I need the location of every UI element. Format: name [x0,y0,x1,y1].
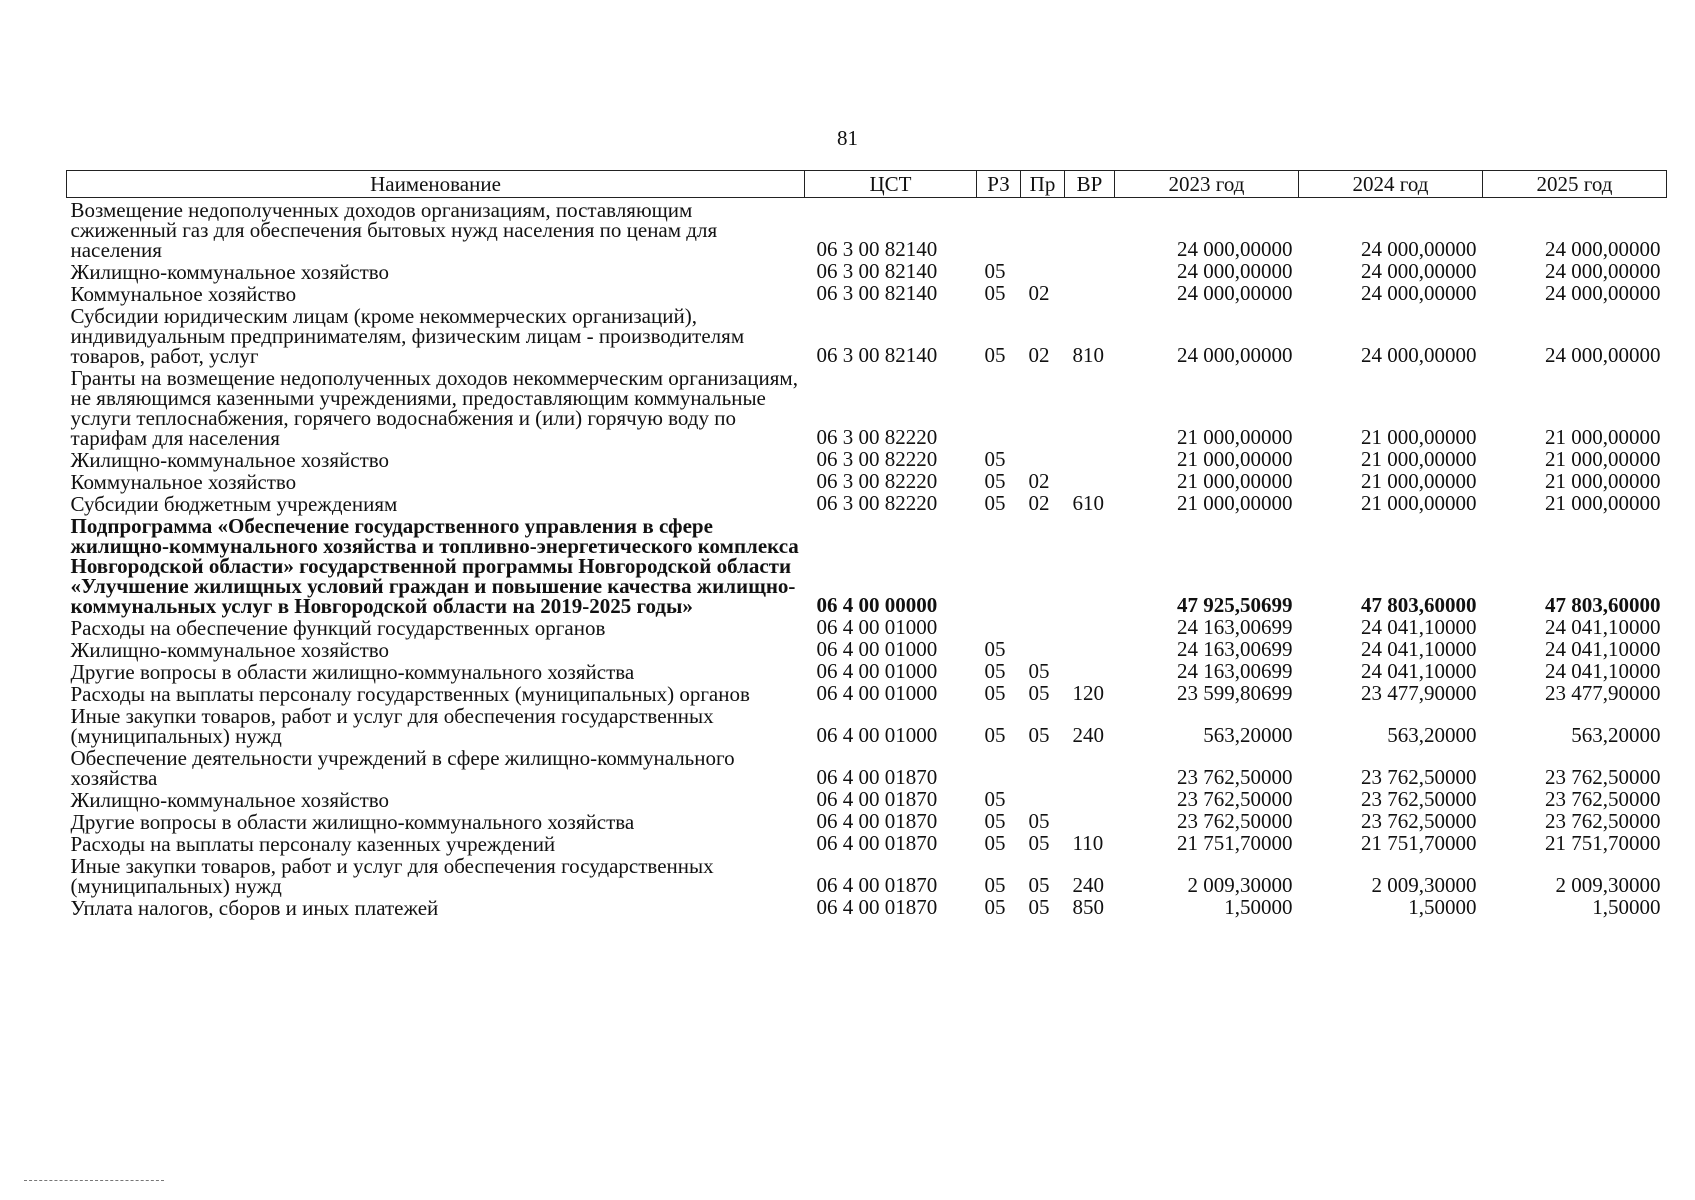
row-rz [977,616,1021,638]
table-row [67,260,1667,282]
row-pr: 02 [1028,491,1050,515]
table-row [67,810,1667,832]
row-rz: 05 [984,469,1006,493]
row-name: Субсидии бюджетным учреждениям [70,492,398,516]
row-pr: 05 [1028,723,1050,747]
row-vr [1065,260,1115,282]
row-name: Коммунальное хозяйство [70,282,297,306]
row-vr [1065,638,1115,660]
row-2024: 1,50000 [1408,895,1477,919]
table-header [67,171,1667,198]
table-row [67,746,1667,788]
row-2024: 23 477,90000 [1361,681,1477,705]
row-name: Подпрограмма «Обеспечение государственного управления в сфере жилищно-коммунального хозяйства и топливно-энергетического комплекса Новгородской области» государственной программы Новгородской области «Улучшение жилищных условий граждан и повышение качества жилищно-коммунальных услуг в Новгородской области на 2019-2025 годы» [70,514,799,618]
row-name: Коммунальное хозяйство [70,470,297,494]
row-cst: 06 3 00 82220 [816,469,938,493]
row-2023: 23 762,50000 [1177,809,1293,833]
row-2024: 2 009,30000 [1371,873,1477,897]
row-2024: 563,20000 [1387,723,1477,747]
row-vr [1065,514,1115,616]
row-rz: 05 [984,809,1006,833]
row-rz [977,198,1021,261]
row-2025: 24 000,00000 [1545,259,1661,283]
table-row [67,660,1667,682]
row-name: Уплата налогов, сборов и иных платежей [70,896,439,920]
row-2024: 24 000,00000 [1361,343,1477,367]
row-vr: 240 [1072,723,1104,747]
row-name: Жилищно-коммунальное хозяйство [70,260,390,284]
row-2025: 24 000,00000 [1545,237,1661,261]
row-rz [977,366,1021,448]
row-2023: 24 000,00000 [1177,281,1293,305]
table-row [67,514,1667,616]
row-2024: 24 041,10000 [1361,615,1477,639]
row-pr [1021,638,1065,660]
table-body [67,198,1667,919]
header-rz: РЗ [977,171,1021,198]
row-rz: 05 [984,681,1006,705]
row-pr: 02 [1028,469,1050,493]
row-pr: 05 [1028,681,1050,705]
row-2024: 21 000,00000 [1361,469,1477,493]
row-vr [1065,366,1115,448]
row-vr [1065,788,1115,810]
row-2025: 24 000,00000 [1545,343,1661,367]
row-cst: 06 4 00 01000 [816,659,938,683]
row-cst: 06 3 00 82140 [816,259,938,283]
row-cst: 06 3 00 82140 [816,237,938,261]
row-2025: 1,50000 [1592,895,1661,919]
row-cst: 06 4 00 01870 [816,809,938,833]
row-2025: 23 762,50000 [1545,809,1661,833]
row-pr: 05 [1028,659,1050,683]
row-name: Иные закупки товаров, работ и услуг для обеспечения государственных (муниципальных) нужд [70,854,714,898]
row-2025: 24 000,00000 [1545,281,1661,305]
row-2024: 24 000,00000 [1361,259,1477,283]
row-pr [1021,788,1065,810]
row-2024: 23 762,50000 [1361,787,1477,811]
row-2023: 21 000,00000 [1177,447,1293,471]
row-2024: 23 762,50000 [1361,765,1477,789]
row-2025: 24 041,10000 [1545,659,1661,683]
row-2025: 21 000,00000 [1545,491,1661,515]
row-2023: 21 000,00000 [1177,469,1293,493]
row-2023: 23 762,50000 [1177,765,1293,789]
row-cst: 06 4 00 01870 [816,787,938,811]
row-rz: 05 [984,895,1006,919]
row-cst: 06 4 00 01000 [816,723,938,747]
table-row [67,366,1667,448]
row-2025: 47 803,60000 [1545,593,1661,617]
table-row [67,448,1667,470]
row-2023: 23 599,80699 [1177,681,1293,705]
row-2023: 24 163,00699 [1177,615,1293,639]
row-rz [977,514,1021,616]
row-cst: 06 4 00 01870 [816,895,938,919]
row-rz: 05 [984,787,1006,811]
header-name: Наименование [67,171,805,198]
row-vr [1065,660,1115,682]
row-2024: 21 000,00000 [1361,447,1477,471]
row-cst: 06 4 00 01870 [816,873,938,897]
table-row [67,282,1667,304]
row-2025: 563,20000 [1571,723,1661,747]
page-number: 81 [837,126,858,150]
row-rz: 05 [984,831,1006,855]
row-2023: 24 000,00000 [1177,237,1293,261]
row-rz: 05 [984,491,1006,515]
row-2023: 1,50000 [1224,895,1293,919]
row-2025: 2 009,30000 [1555,873,1661,897]
row-2023: 24 163,00699 [1177,659,1293,683]
row-2025: 21 000,00000 [1545,469,1661,493]
row-rz: 05 [984,259,1006,283]
row-pr: 02 [1028,281,1050,305]
row-name: Иные закупки товаров, работ и услуг для обеспечения государственных (муниципальных) нужд [70,704,714,748]
row-vr [1065,198,1115,261]
row-cst: 06 4 00 01000 [816,681,938,705]
row-vr: 810 [1072,343,1104,367]
footer-rule [24,1180,164,1181]
row-rz: 05 [984,637,1006,661]
row-vr [1065,616,1115,638]
row-name: Возмещение недополученных доходов организациям, поставляющим сжиженный газ для обеспечения бытовых нужд населения по ценам для населения [70,198,718,262]
row-pr [1021,746,1065,788]
row-2024: 21 751,70000 [1361,831,1477,855]
header-vr: ВР [1065,171,1115,198]
row-vr: 850 [1072,895,1104,919]
row-vr [1065,470,1115,492]
table-row [67,616,1667,638]
table-row [67,704,1667,746]
row-cst: 06 3 00 82220 [816,491,938,515]
row-pr [1021,366,1065,448]
row-name: Жилищно-коммунальное хозяйство [70,788,390,812]
row-pr: 05 [1028,809,1050,833]
table-row [67,638,1667,660]
row-2025: 24 041,10000 [1545,615,1661,639]
row-vr [1065,282,1115,304]
table-row [67,854,1667,896]
row-cst: 06 4 00 01000 [816,637,938,661]
row-2025: 23 762,50000 [1545,787,1661,811]
row-pr [1021,260,1065,282]
row-rz [977,746,1021,788]
row-2024: 21 000,00000 [1361,491,1477,515]
row-2023: 563,20000 [1203,723,1293,747]
table-row [67,198,1667,261]
row-cst: 06 4 00 01870 [816,765,938,789]
row-pr: 05 [1028,895,1050,919]
row-2025: 21 000,00000 [1545,425,1661,449]
row-2025: 21 751,70000 [1545,831,1661,855]
row-2023: 21 751,70000 [1177,831,1293,855]
row-vr [1065,810,1115,832]
table-row [67,492,1667,514]
row-cst: 06 3 00 82140 [816,343,938,367]
row-cst: 06 4 00 01870 [816,831,938,855]
budget-table [66,170,1667,918]
row-2024: 23 762,50000 [1361,809,1477,833]
row-2025: 23 762,50000 [1545,765,1661,789]
row-rz: 05 [984,659,1006,683]
row-name: Расходы на выплаты персоналу государственных (муниципальных) органов [70,682,750,706]
row-cst: 06 4 00 01000 [816,615,938,639]
row-vr: 610 [1072,491,1104,515]
row-name: Обеспечение деятельности учреждений в сфере жилищно-коммунального хозяйства [70,746,735,790]
row-name: Другие вопросы в области жилищно-коммунального хозяйства [70,810,635,834]
row-name: Расходы на обеспечение функций государственных органов [70,616,606,640]
row-cst: 06 3 00 82220 [816,425,938,449]
row-vr [1065,746,1115,788]
row-2024: 21 000,00000 [1361,425,1477,449]
header-2025: 2025 год [1483,171,1667,198]
row-pr: 02 [1028,343,1050,367]
row-rz: 05 [984,723,1006,747]
row-2024: 24 041,10000 [1361,659,1477,683]
row-2023: 21 000,00000 [1177,425,1293,449]
row-2024: 24 000,00000 [1361,237,1477,261]
row-pr [1021,514,1065,616]
row-name: Жилищно-коммунальное хозяйство [70,638,390,662]
header-2023: 2023 год [1115,171,1299,198]
row-2023: 23 762,50000 [1177,787,1293,811]
row-cst: 06 3 00 82220 [816,447,938,471]
row-cst: 06 4 00 00000 [816,593,938,617]
row-pr [1021,616,1065,638]
row-2024: 24 000,00000 [1361,281,1477,305]
table-row [67,470,1667,492]
row-rz: 05 [984,873,1006,897]
header-pr: Пр [1021,171,1065,198]
row-cst: 06 3 00 82140 [816,281,938,305]
row-2025: 21 000,00000 [1545,447,1661,471]
header-2024: 2024 год [1299,171,1483,198]
row-pr [1021,448,1065,470]
row-rz: 05 [984,343,1006,367]
table-row [67,304,1667,366]
row-2025: 24 041,10000 [1545,637,1661,661]
header-cst: ЦСТ [805,171,977,198]
row-2024: 47 803,60000 [1361,593,1477,617]
row-name: Субсидии юридическим лицам (кроме некоммерческих организаций), индивидуальным предпринимателям, физическим лицам - производителям товаров, работ, услуг [70,304,745,368]
table-row [67,682,1667,704]
row-pr: 05 [1028,831,1050,855]
row-2023: 47 925,50699 [1177,593,1293,617]
row-name: Другие вопросы в области жилищно-коммунального хозяйства [70,660,635,684]
row-rz: 05 [984,447,1006,471]
row-name: Жилищно-коммунальное хозяйство [70,448,390,472]
row-pr [1021,198,1065,261]
row-2023: 24 000,00000 [1177,343,1293,367]
row-2023: 2 009,30000 [1187,873,1293,897]
table-row [67,896,1667,918]
row-2025: 23 477,90000 [1545,681,1661,705]
row-vr: 120 [1072,681,1104,705]
row-rz: 05 [984,281,1006,305]
row-pr: 05 [1028,873,1050,897]
row-2024: 24 041,10000 [1361,637,1477,661]
row-vr: 240 [1072,873,1104,897]
row-2023: 21 000,00000 [1177,491,1293,515]
row-vr [1065,448,1115,470]
row-name: Расходы на выплаты персоналу казенных учреждений [70,832,556,856]
row-2023: 24 000,00000 [1177,259,1293,283]
table-row [67,832,1667,854]
row-2023: 24 163,00699 [1177,637,1293,661]
table-row [67,788,1667,810]
row-vr: 110 [1072,831,1104,855]
row-name: Гранты на возмещение недополученных доходов некоммерческим организациям, не являющимся казенными учреждениями, предоставляющим коммунальные услуги теплоснабжения, горячего водоснабжения и (или) горячую воду по тарифам для населения [70,366,798,450]
